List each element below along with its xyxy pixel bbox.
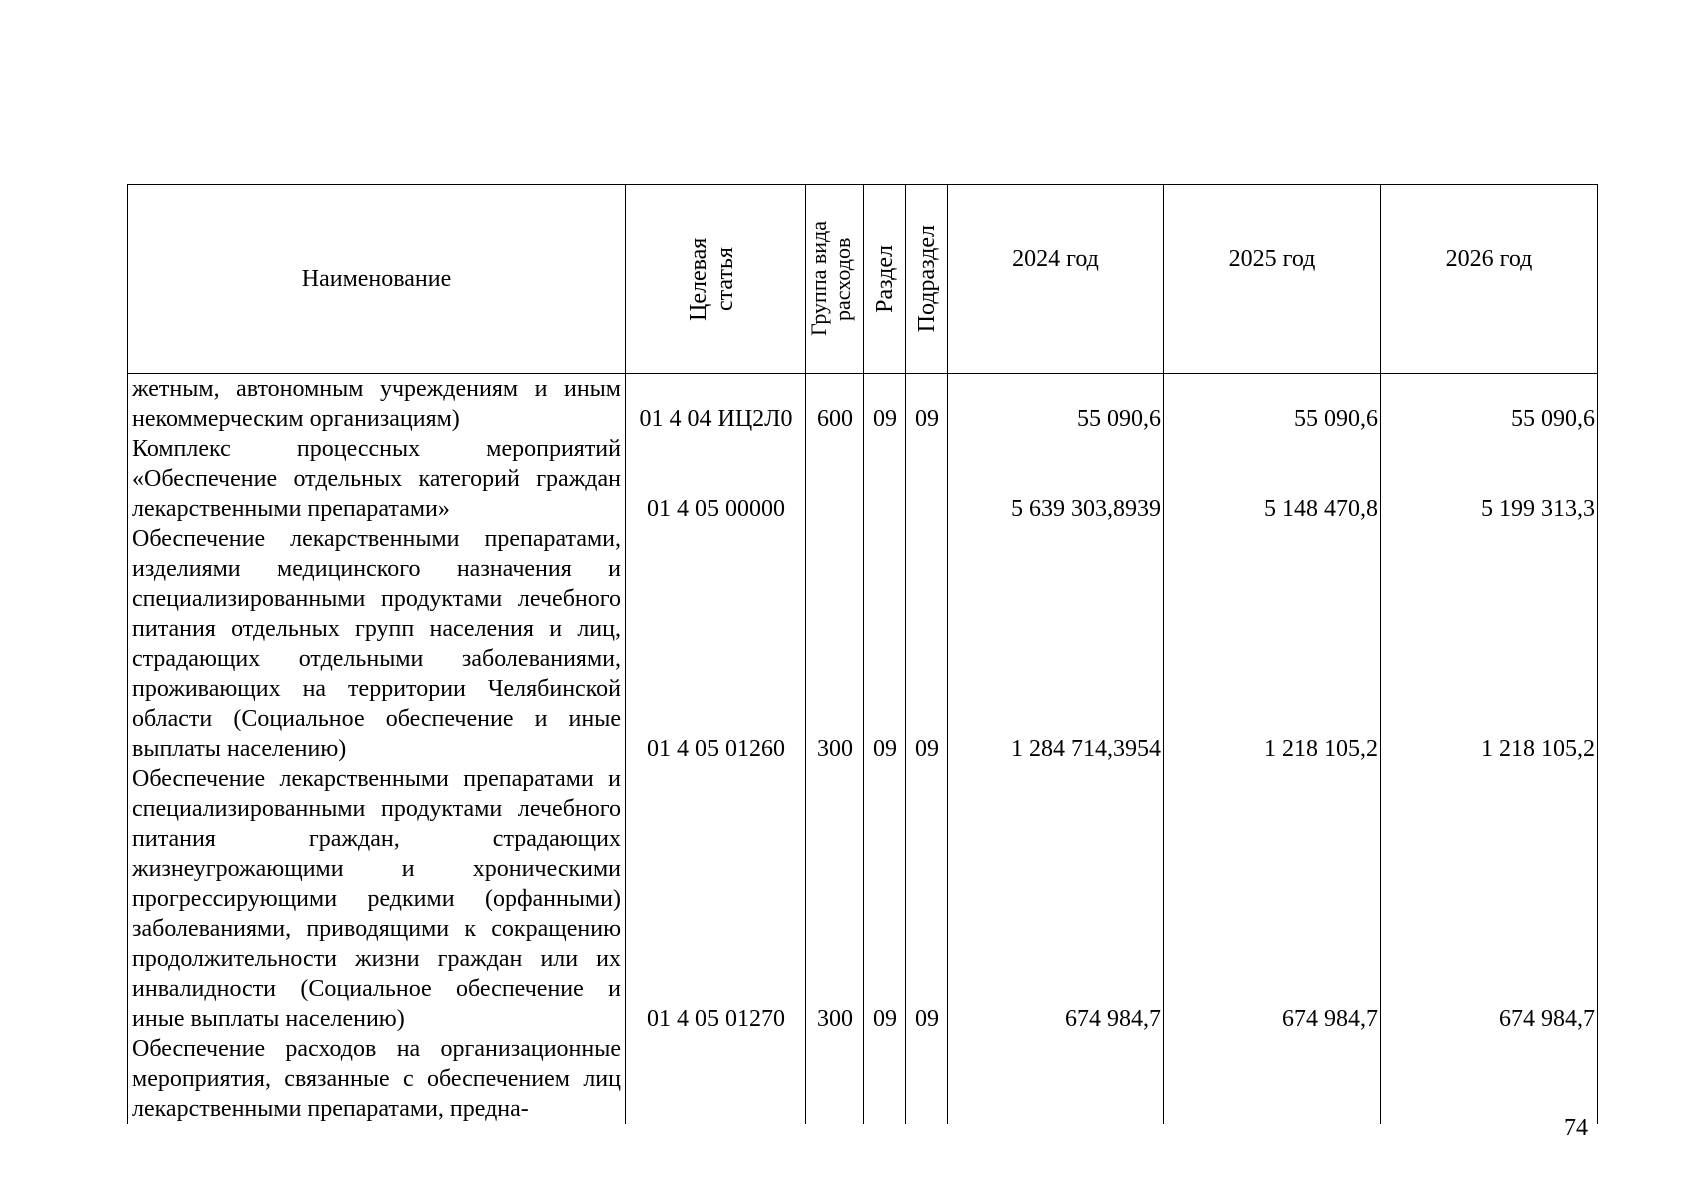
header-subsection: Подраздел (906, 185, 948, 374)
row-2025: 5 148 470,8 (1164, 434, 1381, 524)
row-group (806, 434, 864, 524)
table-row (128, 764, 1598, 1034)
row-name: жетным, автономным учреждениям и иным некоммерческим организациям) (128, 374, 626, 435)
row-subsection (906, 1034, 948, 1124)
row-2024 (948, 1034, 1164, 1124)
row-2024: 55 090,6 (948, 374, 1164, 435)
row-section (864, 1034, 906, 1124)
row-group (806, 1034, 864, 1124)
row-2025: 1 218 105,2 (1164, 524, 1381, 764)
row-code: 01 4 05 00000 (626, 434, 806, 524)
row-subsection: 09 (906, 374, 948, 435)
table-row (128, 524, 1598, 764)
header-expense-group: Группа вида расходов (806, 185, 864, 374)
row-2026: 674 984,7 (1381, 764, 1598, 1034)
row-section: 09 (864, 524, 906, 764)
header-section: Раздел (864, 185, 906, 374)
header-year-2025: 2025 год (1164, 185, 1381, 374)
row-code (626, 1034, 806, 1124)
row-group: 600 (806, 374, 864, 435)
row-name: Обеспечение лекарственными препаратами, изделиями медицинского назначения и специализированными продуктами лечебного питания отдельных групп населения и лиц, страдающих отдельными заболеваниями, проживающих на территории Челябинской области (Социальное обеспечение и иные выплаты населению) (128, 524, 626, 764)
row-group: 300 (806, 764, 864, 1034)
row-2025 (1164, 1034, 1381, 1124)
page-number: 74 (1564, 1115, 1588, 1141)
row-2025: 55 090,6 (1164, 374, 1381, 435)
budget-table (127, 184, 1598, 1124)
row-2026 (1381, 1034, 1598, 1124)
header-year-2026: 2026 год (1381, 185, 1598, 374)
row-group: 300 (806, 524, 864, 764)
table-header-row (128, 185, 1598, 374)
row-code: 01 4 05 01260 (626, 524, 806, 764)
row-2024: 1 284 714,3954 (948, 524, 1164, 764)
row-subsection: 09 (906, 764, 948, 1034)
row-2026: 5 199 313,3 (1381, 434, 1598, 524)
table-row (128, 434, 1598, 524)
row-code: 01 4 04 ИЦ2Л0 (626, 374, 806, 435)
table-row (128, 374, 1598, 435)
row-section (864, 434, 906, 524)
row-subsection (906, 434, 948, 524)
row-subsection: 09 (906, 524, 948, 764)
table-row (128, 1034, 1598, 1124)
row-2026: 55 090,6 (1381, 374, 1598, 435)
row-code: 01 4 05 01270 (626, 764, 806, 1034)
header-target-article: Целевая статья (626, 185, 806, 374)
row-section: 09 (864, 374, 906, 435)
row-2024: 5 639 303,8939 (948, 434, 1164, 524)
row-name: Обеспечение лекарственными препаратами и специализированными продуктами лечебного питания граждан, страдающих жизнеугрожающими и хроническими прогрессирующими редкими (орфанными) заболеваниями, приводящими к сокращению продолжительности жизни граждан или их инвалидности (Социальное обеспечение и иные выплаты населению) (128, 764, 626, 1034)
row-section: 09 (864, 764, 906, 1034)
row-2025: 674 984,7 (1164, 764, 1381, 1034)
row-2024: 674 984,7 (948, 764, 1164, 1034)
row-name: Обеспечение расходов на организационные мероприятия, связанные с обеспечением лиц лекарственными препаратами, предна- (128, 1034, 626, 1124)
header-year-2024: 2024 год (948, 185, 1164, 374)
row-2026: 1 218 105,2 (1381, 524, 1598, 764)
header-name: Наименование (128, 185, 626, 374)
row-name: Комплекс процессных мероприятий «Обеспечение отдельных категорий граждан лекарственными препаратами» (128, 434, 626, 524)
